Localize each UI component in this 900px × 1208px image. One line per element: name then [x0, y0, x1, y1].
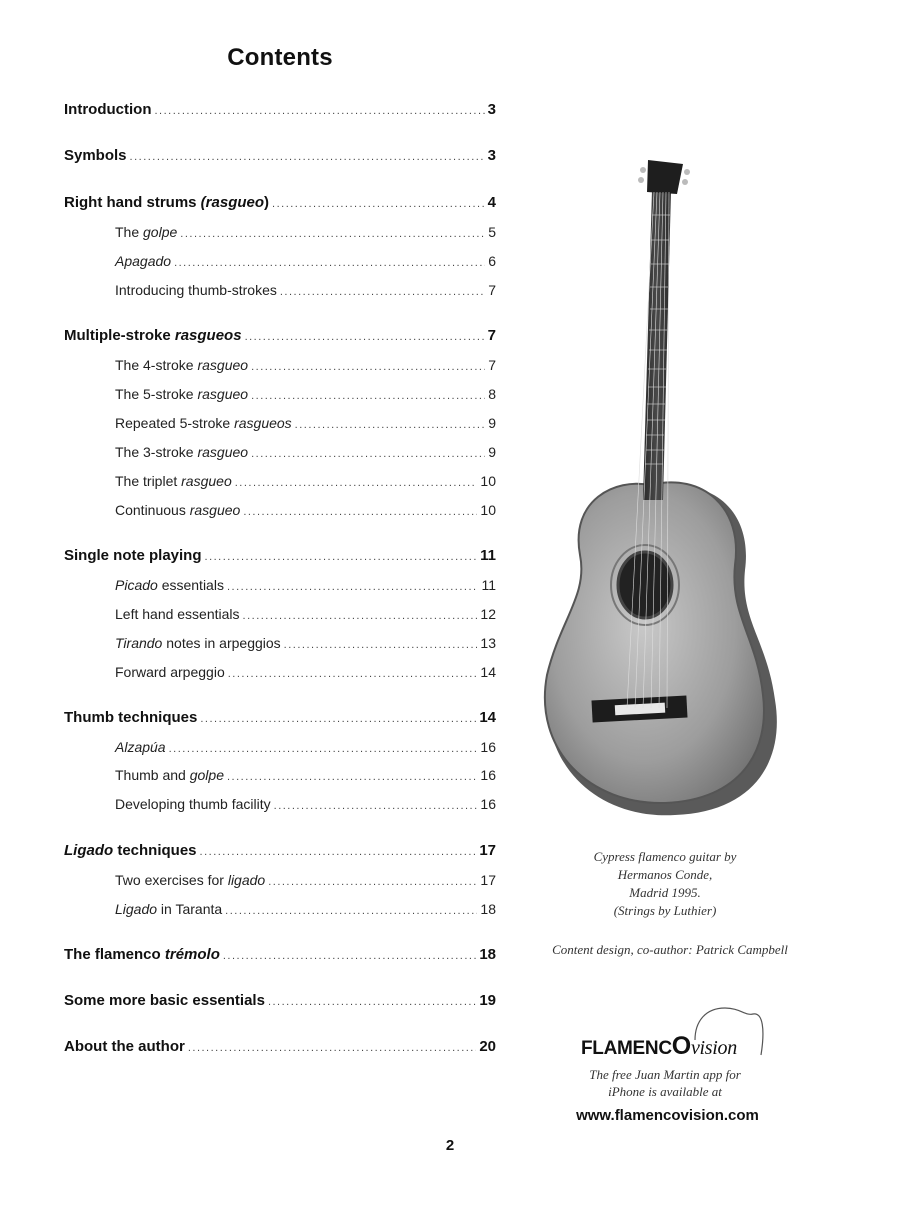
toc-entry[interactable]	[64, 1038, 496, 1056]
toc-entry[interactable]	[115, 385, 496, 403]
toc-title-part: (rasgueo	[200, 194, 265, 211]
toc-title-part: rasgueo	[189, 502, 241, 518]
toc-title-part: Thumb and	[115, 767, 190, 783]
toc-title-part: ligado	[227, 872, 266, 888]
toc-entry-title	[115, 576, 224, 594]
toc-entry-title	[64, 842, 197, 860]
dot-leader	[268, 873, 477, 891]
toc-page-number: 19	[479, 992, 496, 1009]
toc-entry[interactable]	[115, 356, 496, 374]
toc-entry-title	[64, 992, 265, 1010]
toc-title-part: rasgueo	[197, 357, 249, 373]
app-note-line: iPhone is available at	[608, 1084, 722, 1099]
toc-page-number: 12	[480, 606, 496, 622]
toc-entry-title	[115, 356, 248, 374]
toc-title-part: Ligado	[64, 842, 114, 859]
dot-leader	[227, 768, 477, 786]
toc-title-part: Two exercises for	[115, 872, 228, 888]
toc-title-part: golpe	[143, 224, 178, 240]
toc-entry-title	[115, 663, 225, 681]
toc-title-part: Developing thumb facility	[115, 796, 271, 812]
flamencovision-logo	[575, 1000, 775, 1062]
toc-entry-title	[64, 1038, 185, 1056]
toc-title-part: Continuous	[115, 502, 190, 518]
toc-title-part: The flamenco	[64, 946, 165, 963]
caption-line: Hermanos Conde,	[617, 867, 713, 882]
toc-entry[interactable]	[115, 281, 496, 299]
toc-title-part: trémolo	[164, 946, 220, 963]
toc-title-part: golpe	[189, 767, 224, 783]
app-note-line: The free Juan Martin app for	[589, 1067, 741, 1082]
toc-entry[interactable]	[64, 547, 496, 565]
toc-title-part: rasgueo	[181, 473, 232, 489]
dot-leader	[243, 503, 477, 521]
toc-title-part: Multiple-stroke	[64, 327, 175, 344]
toc-entry[interactable]	[115, 871, 496, 889]
contents-title: Contents	[227, 44, 333, 71]
toc-entry-title	[64, 101, 151, 119]
toc-title-part: Picado	[115, 577, 158, 593]
toc-page-number: 17	[479, 842, 496, 859]
toc-page-number: 3	[487, 147, 496, 164]
toc-entry-title	[115, 443, 248, 461]
dot-leader	[169, 740, 478, 758]
design-credit: Content design, co-author: Patrick Campbell	[552, 942, 788, 957]
toc-entry-title	[115, 795, 271, 813]
toc-title-part: essentials	[157, 577, 224, 593]
dot-leader	[130, 148, 485, 166]
toc-page-number: 10	[480, 502, 496, 518]
guitar-caption	[540, 848, 790, 920]
toc-entry[interactable]	[64, 842, 496, 860]
dot-leader	[272, 195, 485, 213]
toc-entry-title	[115, 605, 240, 623]
toc-page-number: 3	[487, 101, 496, 118]
toc-title-part: Repeated 5-stroke	[115, 415, 235, 431]
toc-title-part: The 4-stroke	[115, 357, 198, 373]
dot-leader	[251, 445, 485, 463]
toc-title-part: Forward arpeggio	[115, 664, 225, 680]
toc-entry-title	[115, 900, 222, 918]
toc-title-part: Single note playing	[64, 547, 202, 564]
toc-entry-title	[115, 385, 248, 403]
logo-part: FLAMENC	[581, 1038, 672, 1059]
toc-page-number: 18	[479, 946, 496, 963]
toc-entry-title	[115, 414, 292, 432]
toc-title-part: Left hand essentials	[115, 606, 240, 622]
toc-page-number: 7	[488, 282, 496, 298]
toc-title-part: Tirando	[115, 635, 163, 651]
toc-entry[interactable]	[64, 327, 496, 345]
toc-title-part: Apagado	[115, 253, 172, 269]
toc-entry[interactable]	[115, 738, 496, 756]
logo-part: O	[671, 1032, 691, 1060]
toc-page-number: 16	[480, 739, 496, 755]
dot-leader	[251, 358, 485, 376]
toc-page-number: 8	[488, 386, 496, 402]
toc-title-part: rasgueos	[234, 415, 292, 431]
toc-entry[interactable]	[64, 147, 496, 165]
dot-leader	[188, 1039, 476, 1057]
toc-page-number: 10	[480, 473, 496, 489]
toc-title-part: Introduction	[64, 101, 152, 118]
toc-entry-title	[64, 194, 269, 212]
toc-entry-title	[115, 252, 171, 270]
toc-page-number: 9	[488, 415, 496, 431]
app-note	[560, 1066, 770, 1100]
toc-title-part: Alzapúa	[115, 739, 166, 755]
toc-page-number: 16	[480, 796, 496, 812]
toc-entry-title	[115, 281, 277, 299]
toc-entry[interactable]	[115, 414, 496, 432]
toc-entry-title	[64, 709, 197, 727]
toc-page-number: 9	[488, 444, 496, 460]
toc-title-part: rasgueo	[197, 386, 249, 402]
toc-title-part: Introducing thumb-strokes	[115, 282, 277, 298]
toc-page-number: 7	[488, 357, 496, 373]
toc-title-part: The 5-stroke	[115, 386, 198, 402]
toc-entry-title	[115, 223, 177, 241]
dot-leader	[235, 474, 478, 492]
toc-entry[interactable]	[115, 766, 496, 784]
caption-line: (Strings by Luthier)	[613, 903, 717, 918]
dot-leader	[295, 416, 486, 434]
toc-entry-title	[115, 871, 265, 889]
toc-entry[interactable]	[115, 634, 496, 652]
toc-page-number: 7	[487, 327, 496, 344]
toc-page-number: 14	[480, 664, 496, 680]
toc-page-number: 11	[480, 547, 496, 564]
dot-leader	[245, 328, 485, 346]
toc-entry[interactable]	[64, 709, 496, 727]
toc-page-number: 6	[488, 253, 496, 269]
website-link[interactable]: www.flamencovision.com	[576, 1107, 759, 1124]
dot-leader	[228, 665, 478, 683]
dot-leader	[180, 225, 485, 243]
logo-wordmark	[581, 1032, 737, 1061]
dot-leader	[205, 548, 478, 566]
toc-title-part: The triplet	[115, 473, 182, 489]
toc-page-number: 14	[479, 709, 496, 726]
dot-leader	[200, 710, 476, 728]
toc-entry-title	[115, 766, 224, 784]
toc-entry[interactable]	[115, 472, 496, 490]
toc-title-part: techniques	[113, 842, 197, 859]
toc-title-part: Some more basic essentials	[64, 992, 265, 1009]
dot-leader	[268, 993, 476, 1011]
toc-title-part: in Taranta	[157, 901, 223, 917]
guitar-photo	[535, 160, 795, 830]
toc-entry-title	[115, 472, 232, 490]
dot-leader	[274, 797, 478, 815]
toc-entry-title	[64, 147, 127, 165]
toc-entry[interactable]	[115, 795, 496, 813]
dot-leader	[280, 283, 485, 301]
toc-page-number: 18	[480, 901, 496, 917]
toc-entry-title	[115, 738, 166, 756]
toc-entry-title	[115, 634, 281, 652]
toc-entry-title	[64, 327, 242, 345]
caption-line: Madrid 1995.	[629, 885, 701, 900]
toc-page-number: 5	[488, 224, 496, 240]
dot-leader	[225, 902, 477, 920]
toc-entry[interactable]	[115, 443, 496, 461]
caption-line: Cypress flamenco guitar by	[593, 849, 737, 864]
toc-page-number: 16	[480, 767, 496, 783]
toc-entry[interactable]	[115, 223, 496, 241]
dot-leader	[227, 578, 478, 596]
toc-title-part: rasgueo	[197, 444, 249, 460]
toc-entry[interactable]	[115, 252, 496, 270]
toc-page-number: 13	[480, 635, 496, 651]
toc-title-part: The 3-stroke	[115, 444, 198, 460]
toc-entry[interactable]	[115, 501, 496, 519]
toc-entry[interactable]	[115, 605, 496, 623]
page-number: 2	[445, 1137, 455, 1154]
toc-entry-title	[64, 946, 220, 964]
dot-leader	[284, 636, 478, 654]
toc-title-part: Ligado	[115, 901, 158, 917]
dot-leader	[174, 254, 485, 272]
toc-entry-title	[115, 501, 240, 519]
toc-entry[interactable]	[64, 946, 496, 964]
dot-leader	[223, 947, 476, 965]
toc-title-part: About the author	[64, 1038, 185, 1055]
logo-part: vision	[690, 1037, 737, 1059]
toc-page-number: 11	[481, 577, 496, 593]
toc-page-number: 20	[479, 1038, 496, 1055]
toc-entry-title	[64, 547, 202, 565]
toc-entry[interactable]	[115, 576, 496, 594]
dot-leader	[243, 607, 478, 625]
toc-title-part: Right hand strums	[64, 194, 201, 211]
dot-leader	[200, 843, 477, 861]
toc-title-part: Symbols	[64, 147, 127, 164]
toc-entry[interactable]	[64, 194, 496, 212]
toc-page-number: 17	[480, 872, 496, 888]
toc-entry[interactable]	[115, 663, 496, 681]
toc-title-part: rasgueos	[174, 327, 242, 344]
toc-title-part: Thumb techniques	[64, 709, 198, 726]
dot-leader	[154, 102, 484, 120]
toc-entry[interactable]	[64, 101, 496, 119]
toc-page-number: 4	[487, 194, 496, 211]
toc-title-part: notes in arpeggios	[162, 635, 281, 651]
toc-entry[interactable]	[115, 900, 496, 918]
toc-entry[interactable]	[64, 992, 496, 1010]
dot-leader	[251, 387, 485, 405]
toc-title-part: The	[115, 224, 144, 240]
toc-title-part: )	[264, 194, 270, 211]
